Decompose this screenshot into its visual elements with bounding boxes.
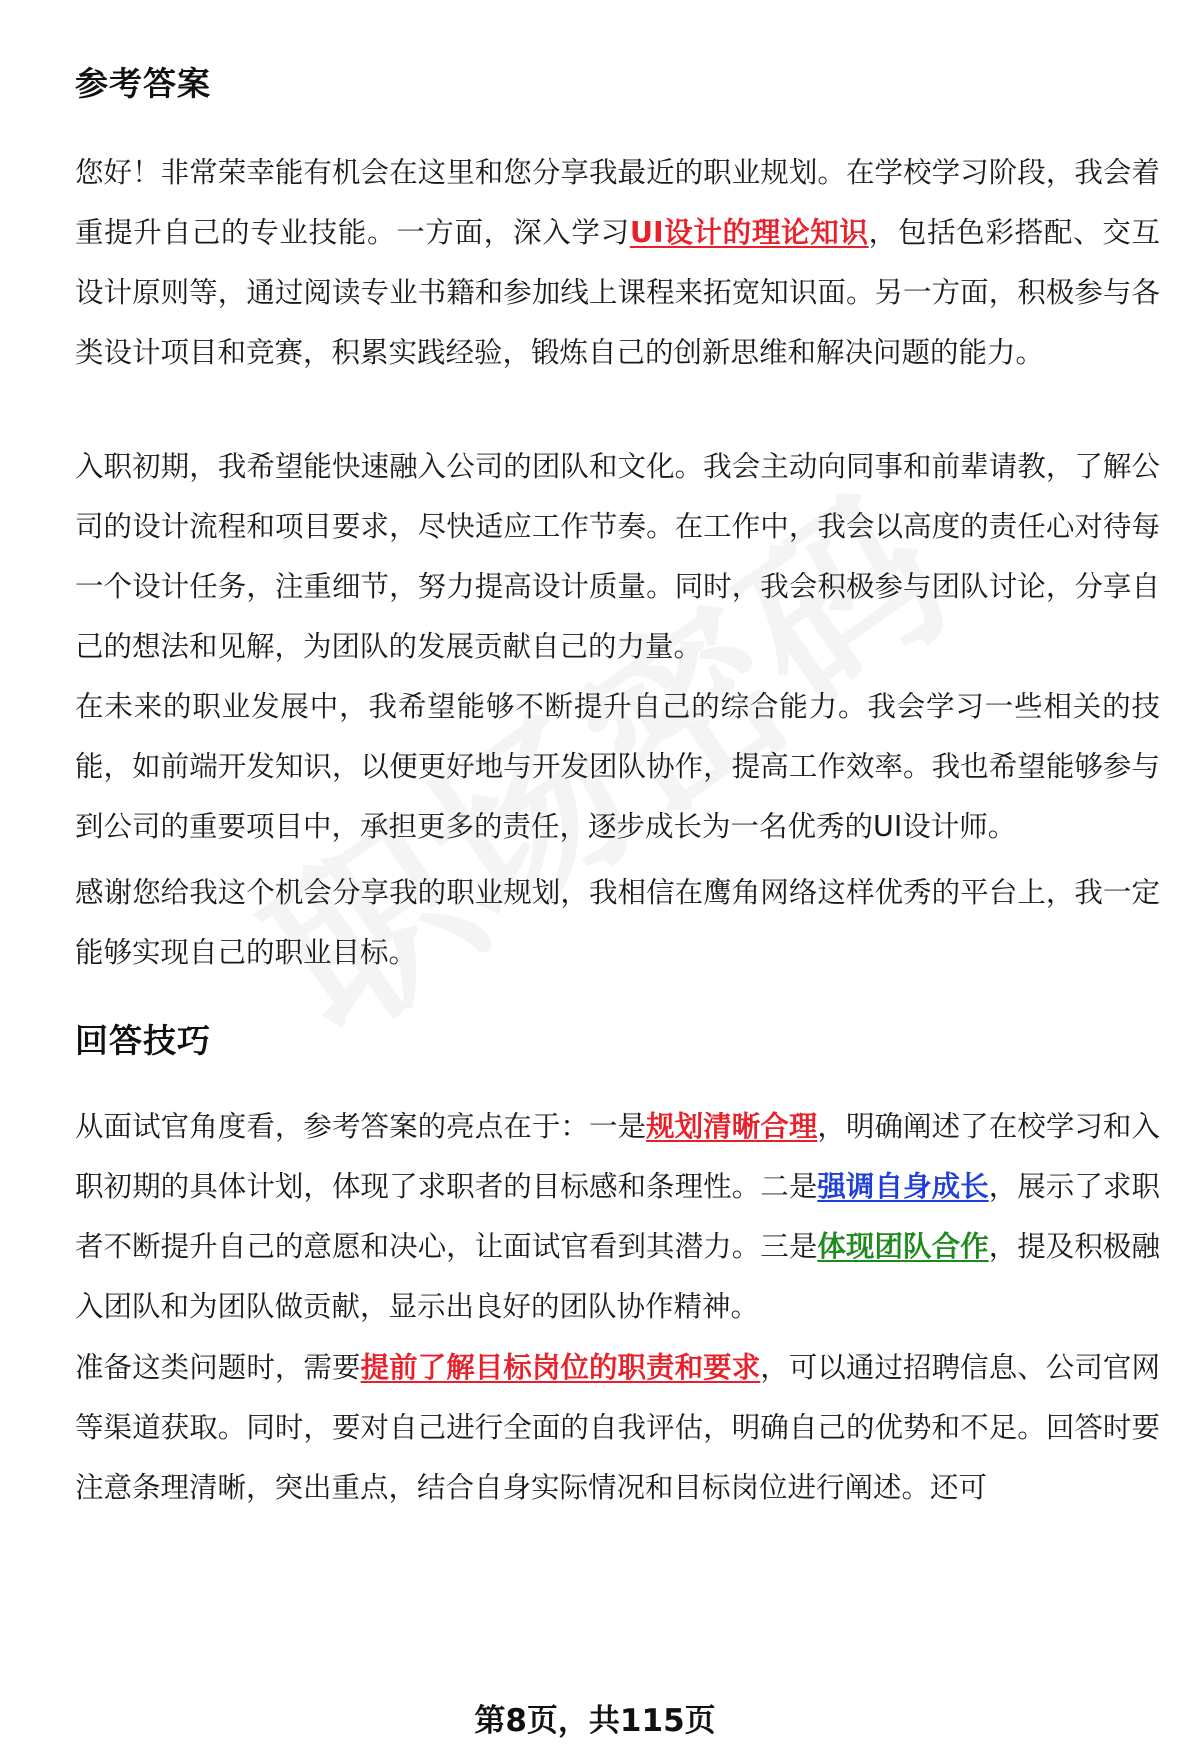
highlight-self-growth: 强调自身成长 xyxy=(817,1170,989,1203)
tips-heading: 回答技巧 xyxy=(75,1021,211,1060)
answer-paragraph-4: 感谢您给我这个机会分享我的职业规划，我相信在鹰角网络这样优秀的平台上，我一定能够实现自己的职业目标。 xyxy=(75,876,1160,969)
answer-paragraph-3: 在未来的职业发展中，我希望能够不断提升自己的综合能力。我会学习一些相关的技能，如前端开发知识，以便更好地与开发团队协作，提高工作效率。我也希望能够参与到公司的重要项目中，承担更多的责任，逐步成长为一名优秀的UI设计师。 xyxy=(75,690,1160,843)
tips-p1-text-b: ，明确阐述了在校学习和入职初期的具体计划，体现了求职者的目标感和条理性。二是 xyxy=(75,1110,1160,1203)
highlight-clear-plan: 规划清晰合理 xyxy=(646,1110,818,1143)
tips-paragraph-1 xyxy=(75,1097,1160,1337)
tips-paragraph-2 xyxy=(75,1338,1160,1518)
highlight-ui-theory: UI设计的理论知识 xyxy=(629,216,869,249)
tips-p2-text-b: ，可以通过招聘信息、公司官网等渠道获取。同时，要对自己进行全面的自我评估，明确自己的优势和不足。回答时要注意条理清晰，突出重点，结合自身实际情况和目标岗位进行阐述。还可 xyxy=(75,1351,1160,1504)
highlight-teamwork: 体现团队合作 xyxy=(817,1230,989,1263)
answer-p1-text-a: 您好！非常荣幸能有机会在这里和您分享我最近的职业规划。在学校学习阶段，我会着重提升自己的专业技能。一方面，深入学习 xyxy=(75,156,1160,249)
tips-p1-text-a: 从面试官角度看，参考答案的亮点在于：一是 xyxy=(75,1110,647,1143)
page-number: 第8页，共115页 xyxy=(474,1703,716,1739)
answer-heading: 参考答案 xyxy=(75,64,211,103)
answer-p1-text-b: ，包括色彩搭配、交互设计原则等，通过阅读专业书籍和参加线上课程来拓宽知识面。另一方面，积极参与各类设计项目和竞赛，积累实践经验，锻炼自己的创新思维和解决问题的能力。 xyxy=(75,216,1160,369)
answer-paragraph-2: 入职初期，我希望能快速融入公司的团队和文化。我会主动向同事和前辈请教，了解公司的设计流程和项目要求，尽快适应工作节奏。在工作中，我会以高度的责任心对待每一个设计任务，注重细节，努力提高设计质量。同时，我会积极参与团队讨论，分享自己的想法和见解，为团队的发展贡献自己的力量。 xyxy=(75,450,1160,663)
tips-p1-text-c: ，展示了求职者不断提升自己的意愿和决心，让面试官看到其潜力。三是 xyxy=(75,1170,1160,1263)
answer-paragraph-1 xyxy=(75,143,1160,383)
highlight-job-requirements: 提前了解目标岗位的职责和要求 xyxy=(360,1351,761,1384)
tips-p2-text-a: 准备这类问题时，需要 xyxy=(75,1351,361,1384)
tips-p1-text-d: ，提及积极融入团队和为团队做贡献，显示出良好的团队协作精神。 xyxy=(75,1230,1160,1323)
